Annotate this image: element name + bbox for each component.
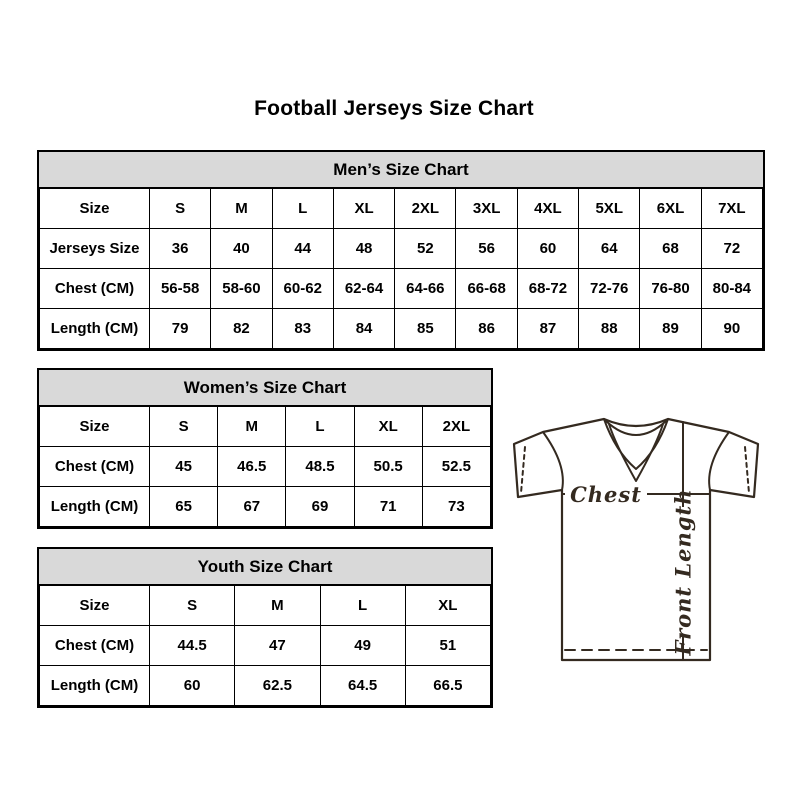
youth-size-table — [39, 585, 491, 706]
value-cell: XL — [333, 189, 394, 229]
value-cell: 56 — [456, 229, 517, 269]
value-cell: 68 — [640, 229, 701, 269]
value-cell: 68-72 — [517, 269, 578, 309]
table-row — [40, 666, 491, 706]
row-label-cell: Length (CM) — [40, 666, 150, 706]
row-label-cell: Length (CM) — [40, 309, 150, 349]
value-cell: 64-66 — [395, 269, 456, 309]
mens-size-chart — [37, 150, 765, 351]
table-row — [40, 407, 491, 447]
table-row — [40, 586, 491, 626]
value-cell: 84 — [333, 309, 394, 349]
row-label-cell: Length (CM) — [40, 487, 150, 527]
value-cell: 56-58 — [150, 269, 211, 309]
value-cell: 60-62 — [272, 269, 333, 309]
mens-size-table — [39, 188, 763, 349]
value-cell: 87 — [517, 309, 578, 349]
value-cell: M — [211, 189, 272, 229]
value-cell: 49 — [320, 626, 405, 666]
value-cell: 71 — [354, 487, 422, 527]
value-cell: 51 — [405, 626, 490, 666]
youth-size-chart — [37, 547, 493, 708]
mens-size-chart-title: Men’s Size Chart — [39, 152, 763, 188]
value-cell: 66.5 — [405, 666, 490, 706]
jersey-measurement-diagram — [505, 412, 765, 668]
value-cell: 83 — [272, 309, 333, 349]
front-length-label: Front Length — [670, 488, 696, 656]
value-cell: 58-60 — [211, 269, 272, 309]
value-cell: 44 — [272, 229, 333, 269]
table-row — [40, 626, 491, 666]
value-cell: 2XL — [422, 407, 490, 447]
value-cell: S — [150, 407, 218, 447]
value-cell: L — [320, 586, 405, 626]
value-cell: 3XL — [456, 189, 517, 229]
value-cell: 50.5 — [354, 447, 422, 487]
value-cell: 64 — [579, 229, 640, 269]
table-row — [40, 189, 763, 229]
value-cell: 85 — [395, 309, 456, 349]
value-cell: 48 — [333, 229, 394, 269]
value-cell: 60 — [517, 229, 578, 269]
table-row — [40, 269, 763, 309]
jersey-diagram-svg — [505, 412, 765, 668]
value-cell: 45 — [150, 447, 218, 487]
youth-size-chart-title: Youth Size Chart — [39, 549, 491, 585]
value-cell: 72 — [701, 229, 762, 269]
value-cell: 82 — [211, 309, 272, 349]
value-cell: 86 — [456, 309, 517, 349]
womens-size-chart — [37, 368, 493, 529]
value-cell: 76-80 — [640, 269, 701, 309]
womens-size-table — [39, 406, 491, 527]
value-cell: XL — [405, 586, 490, 626]
value-cell: 69 — [286, 487, 354, 527]
table-row — [40, 447, 491, 487]
value-cell: 5XL — [579, 189, 640, 229]
value-cell: 80-84 — [701, 269, 762, 309]
value-cell: 4XL — [517, 189, 578, 229]
table-row — [40, 229, 763, 269]
row-label-cell: Size — [40, 407, 150, 447]
jersey-outline — [514, 419, 758, 660]
value-cell: 88 — [579, 309, 640, 349]
row-label-cell: Size — [40, 586, 150, 626]
value-cell: 62-64 — [333, 269, 394, 309]
value-cell: 40 — [211, 229, 272, 269]
value-cell: 79 — [150, 309, 211, 349]
value-cell: 90 — [701, 309, 762, 349]
value-cell: 44.5 — [150, 626, 235, 666]
row-label-cell: Chest (CM) — [40, 447, 150, 487]
value-cell: 62.5 — [235, 666, 320, 706]
row-label-cell: Chest (CM) — [40, 269, 150, 309]
value-cell: 64.5 — [320, 666, 405, 706]
value-cell: L — [272, 189, 333, 229]
value-cell: S — [150, 586, 235, 626]
value-cell: 52.5 — [422, 447, 490, 487]
value-cell: 73 — [422, 487, 490, 527]
value-cell: XL — [354, 407, 422, 447]
value-cell: 72-76 — [579, 269, 640, 309]
row-label-cell: Chest (CM) — [40, 626, 150, 666]
value-cell: 48.5 — [286, 447, 354, 487]
value-cell: M — [235, 586, 320, 626]
table-row — [40, 487, 491, 527]
value-cell: L — [286, 407, 354, 447]
value-cell: 66-68 — [456, 269, 517, 309]
value-cell: 65 — [150, 487, 218, 527]
table-row — [40, 309, 763, 349]
value-cell: 36 — [150, 229, 211, 269]
value-cell: 2XL — [395, 189, 456, 229]
value-cell: M — [218, 407, 286, 447]
value-cell: 47 — [235, 626, 320, 666]
row-label-cell: Size — [40, 189, 150, 229]
value-cell: 89 — [640, 309, 701, 349]
value-cell: 52 — [395, 229, 456, 269]
value-cell: 46.5 — [218, 447, 286, 487]
value-cell: S — [150, 189, 211, 229]
value-cell: 7XL — [701, 189, 762, 229]
value-cell: 60 — [150, 666, 235, 706]
value-cell: 6XL — [640, 189, 701, 229]
value-cell: 67 — [218, 487, 286, 527]
page-title: Football Jerseys Size Chart — [254, 97, 534, 120]
womens-size-chart-title: Women’s Size Chart — [39, 370, 491, 406]
chest-label: Chest — [570, 482, 642, 507]
row-label-cell: Jerseys Size — [40, 229, 150, 269]
